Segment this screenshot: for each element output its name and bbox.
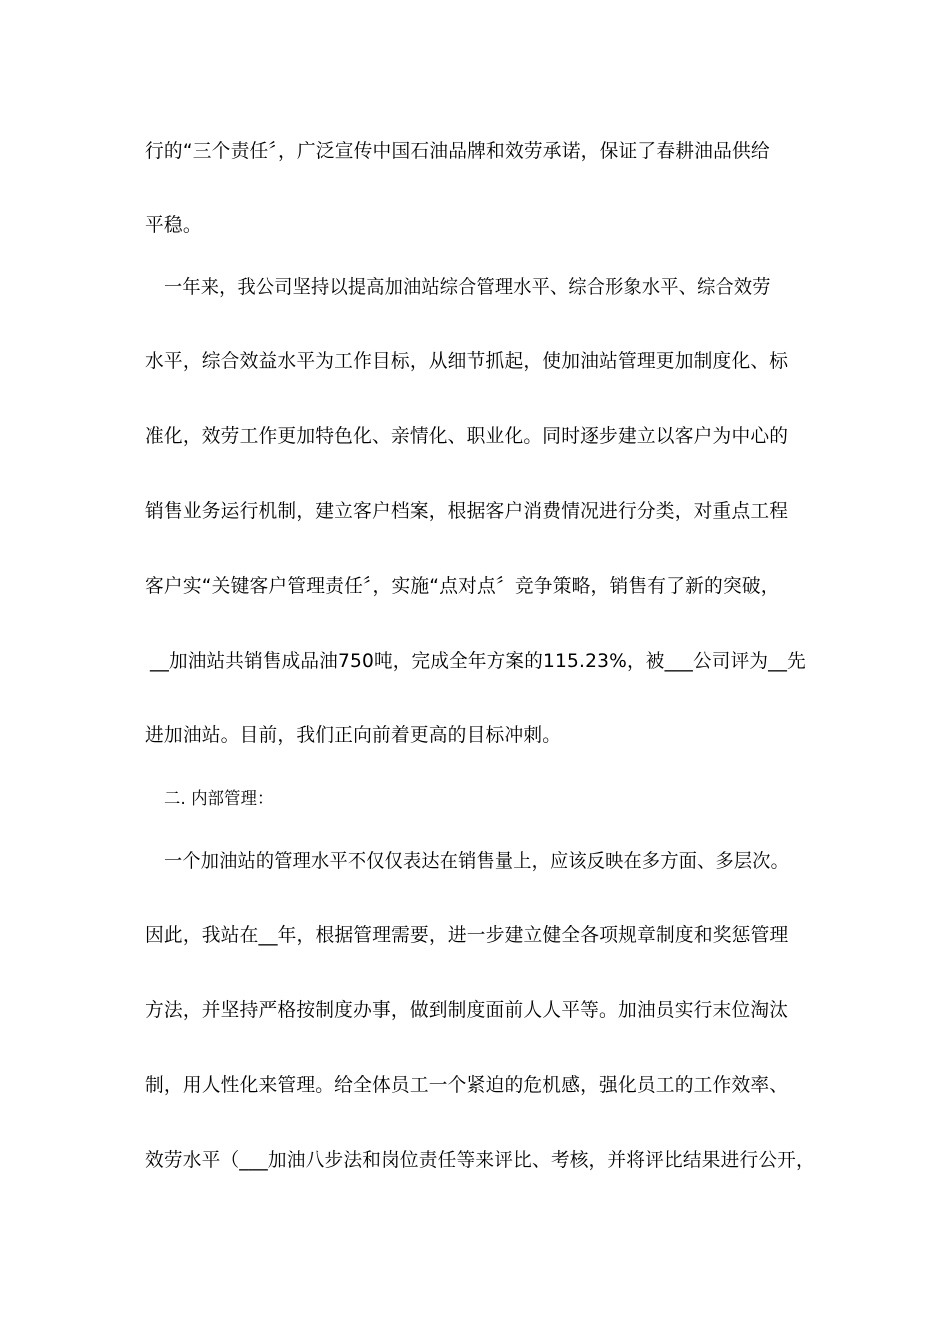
paragraph-line-11: 因此，我站在__年，根据管理需要，进一步建立健全各项规章制度和奖惩管理 [145, 924, 789, 946]
paragraph-line-3: 一年来，我公司坚持以提高加油站综合管理水平、综合形象水平、综合效劳 [164, 276, 771, 298]
paragraph-line-1: 行的“三个责任〞，广泛宣传中国石油品牌和效劳承诺，保证了春耕油品供给 [145, 140, 770, 162]
paragraph-line-13: 制，用人性化来管理。给全体员工一个紧迫的危机感，强化员工的工作效率、 [145, 1074, 789, 1096]
paragraph-line-10: 一个加油站的管理水平不仅仅表达在销售量上，应该反映在多方面、多层次。 [164, 850, 790, 872]
paragraph-line-8: __加油站共销售成品油750吨，完成全年方案的115.23%，被___公司评为__先 [150, 650, 806, 672]
section-heading: 二. 内部管理： [164, 789, 274, 809]
paragraph-line-12: 方法，并坚持严格按制度办事，做到制度面前人人平等。加油员实行末位淘汰 [145, 999, 789, 1021]
paragraph-line-2: 平稳。 [145, 214, 202, 236]
paragraph-line-14: 效劳水平（___加油八步法和岗位责任等来评比、考核，并将评比结果进行公开， [145, 1149, 815, 1171]
paragraph-line-6: 销售业务运行机制，建立客户档案，根据客户消费情况进行分类，对重点工程 [145, 500, 789, 522]
paragraph-line-7: 客户实“关键客户管理责任〞，实施“点对点〞竞争策略，销售有了新的突破， [145, 575, 780, 597]
paragraph-line-5: 准化，效劳工作更加特色化、亲情化、职业化。同时逐步建立以客户为中心的 [145, 425, 789, 447]
paragraph-line-4: 水平，综合效益水平为工作目标，从细节抓起，使加油站管理更加制度化、标 [145, 350, 789, 372]
paragraph-line-9: 进加油站。目前，我们正向前着更高的目标冲刺。 [145, 724, 562, 746]
